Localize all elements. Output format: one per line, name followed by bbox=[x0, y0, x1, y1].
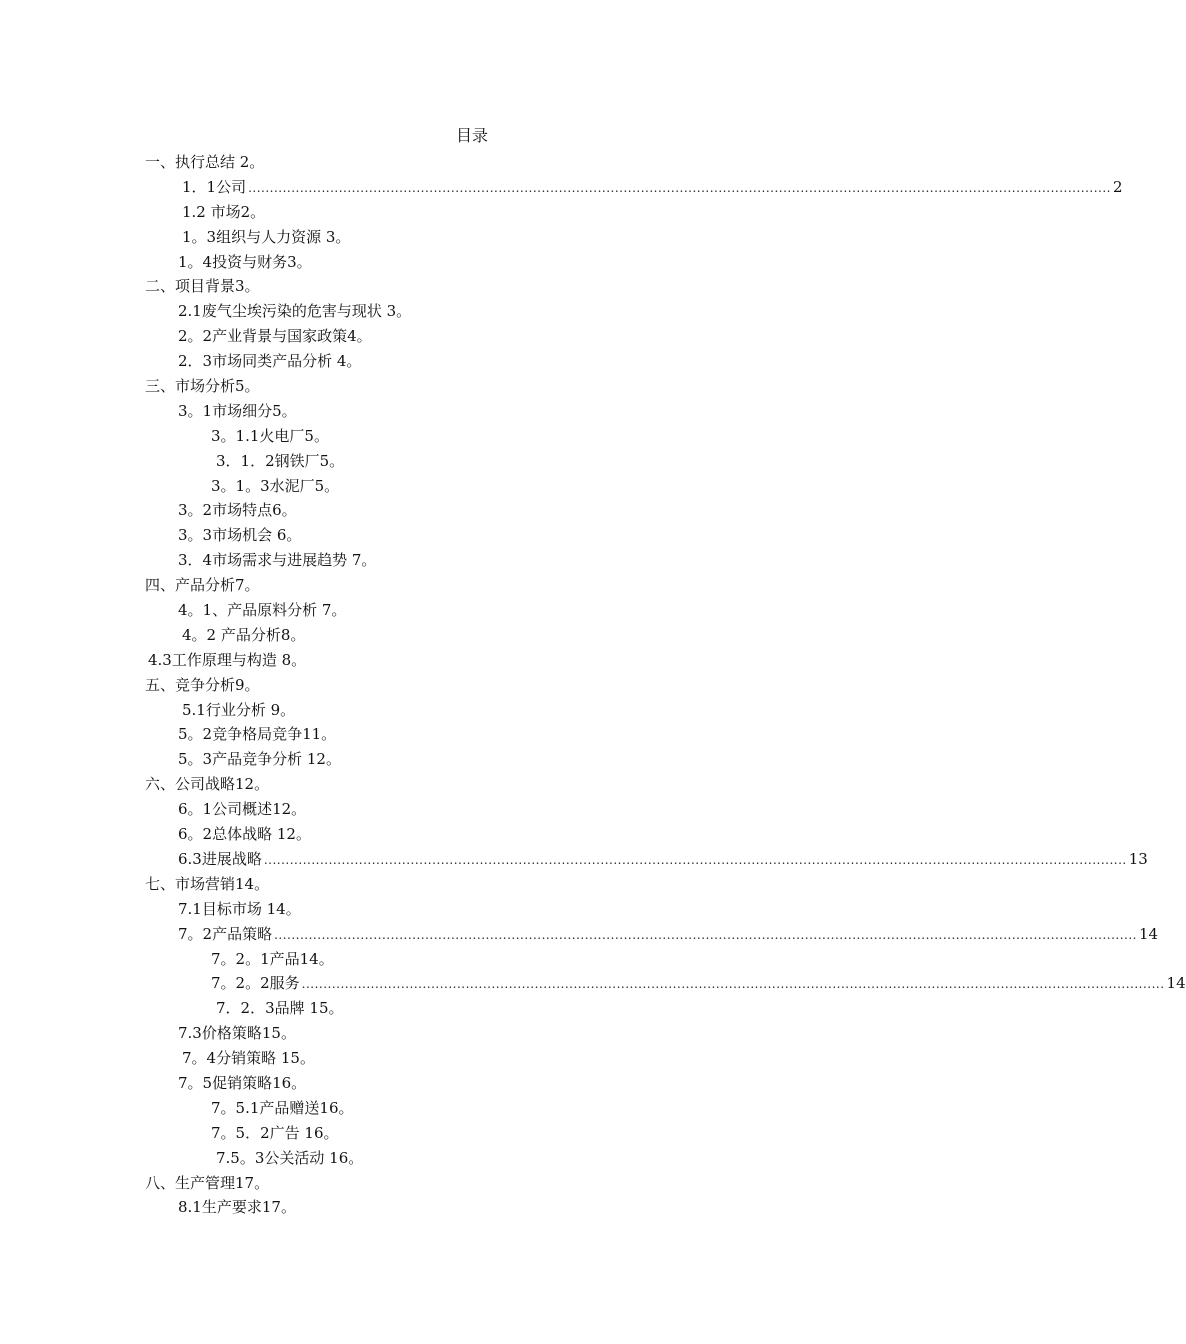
toc-entry[interactable] bbox=[0, 449, 950, 474]
toc-entry[interactable] bbox=[0, 996, 950, 1021]
toc-title: 目录 bbox=[455, 126, 488, 145]
toc-list bbox=[0, 150, 1186, 1220]
toc-entry-label: 1。4投资与财务3。 bbox=[178, 252, 312, 271]
toc-entry[interactable] bbox=[0, 897, 950, 922]
toc-entry[interactable] bbox=[0, 1121, 950, 1146]
toc-entry[interactable] bbox=[0, 947, 950, 972]
dot-leader: ........................................................................................................................................................................................................ bbox=[263, 852, 1127, 867]
toc-entry-label: 1.2 市场2。 bbox=[182, 202, 266, 221]
toc-entry-label: 6。1公司概述12。 bbox=[178, 800, 307, 819]
toc-entry-label: 3。1市场细分5。 bbox=[178, 401, 297, 420]
toc-entry-label: 7。5．2广告 16。 bbox=[211, 1123, 339, 1142]
toc-entry[interactable] bbox=[0, 150, 950, 175]
toc-entry[interactable] bbox=[0, 822, 950, 847]
toc-entry-label: 7。5促销策略16。 bbox=[178, 1073, 307, 1092]
toc-entry[interactable] bbox=[0, 424, 950, 449]
toc-entry-label: 五、竞争分析9。 bbox=[145, 675, 260, 694]
toc-entry-label: 7.1目标市场 14。 bbox=[178, 899, 301, 918]
toc-entry-label: 四、产品分析7。 bbox=[145, 576, 260, 595]
toc-entry-label bbox=[178, 922, 1159, 948]
toc-entry[interactable] bbox=[0, 498, 950, 523]
toc-entry-label: 7。4分销策略 15。 bbox=[182, 1049, 315, 1068]
toc-entry-label: 3。1.1火电厂5。 bbox=[211, 426, 329, 445]
toc-entry-label: 2.1废气尘埃污染的危害与现状 3。 bbox=[178, 302, 412, 321]
toc-entry[interactable] bbox=[0, 797, 950, 822]
toc-entry-label: 二、项目背景3。 bbox=[145, 277, 260, 296]
toc-entry-label: 4。1、产品原料分析 7。 bbox=[178, 601, 347, 620]
toc-entry-label: 1。3组织与人力资源 3。 bbox=[182, 227, 351, 246]
toc-entry[interactable] bbox=[0, 698, 950, 723]
toc-entry-text: 7。2。2服务 bbox=[211, 974, 300, 993]
toc-page-number: 2 bbox=[1112, 177, 1123, 196]
toc-entry-label: 7。5.1产品赠送16。 bbox=[211, 1098, 354, 1117]
toc-entry-label: 2．3市场同类产品分析 4。 bbox=[178, 352, 362, 371]
toc-entry[interactable] bbox=[0, 747, 950, 772]
dot-leader: ........................................................................................................................................................................................................ bbox=[248, 180, 1111, 195]
toc-entry[interactable] bbox=[0, 349, 950, 374]
toc-entry[interactable] bbox=[0, 1096, 950, 1121]
toc-entry-label: 7.3价格策略15。 bbox=[178, 1024, 296, 1043]
dot-leader: ........................................................................................................................................................................................................ bbox=[301, 977, 1165, 992]
toc-entry-label: 2。2产业背景与国家政策4。 bbox=[178, 327, 372, 346]
toc-entry-label: 3．4市场需求与进展趋势 7。 bbox=[178, 551, 377, 570]
toc-entry[interactable] bbox=[0, 971, 1186, 996]
toc-entry[interactable] bbox=[0, 399, 950, 424]
toc-entry[interactable] bbox=[0, 523, 950, 548]
toc-entry-label: 6。2总体战略 12。 bbox=[178, 825, 311, 844]
toc-entry-label: 一、执行总结 2。 bbox=[145, 153, 265, 171]
toc-entry[interactable] bbox=[0, 374, 950, 399]
toc-entry-label: 8.1生产要求17。 bbox=[178, 1198, 296, 1217]
toc-entry-text: 6.3进展战略 bbox=[178, 849, 262, 868]
toc-entry[interactable] bbox=[0, 573, 950, 598]
toc-entry-label: 3．1．2钢铁厂5。 bbox=[216, 451, 345, 470]
toc-entry-label: 3。3市场机会 6。 bbox=[178, 526, 302, 545]
toc-page-number: 14 bbox=[1166, 974, 1186, 993]
toc-entry[interactable] bbox=[0, 1021, 950, 1046]
toc-entry-label: 4.3工作原理与构造 8。 bbox=[148, 650, 307, 669]
dot-leader: ........................................................................................................................................................................................................ bbox=[274, 927, 1137, 942]
toc-entry[interactable] bbox=[0, 200, 950, 225]
toc-entry[interactable] bbox=[0, 1146, 950, 1171]
toc-entry-label bbox=[182, 175, 1123, 201]
toc-entry-label: 5.1行业分析 9。 bbox=[182, 700, 296, 719]
toc-entry[interactable] bbox=[0, 274, 950, 299]
toc-entry-label: 七、市场营销14。 bbox=[145, 874, 270, 893]
toc-entry-label: 六、公司战略12。 bbox=[145, 775, 270, 794]
toc-entry[interactable] bbox=[0, 1046, 950, 1071]
toc-entry-text: 1．1公司 bbox=[182, 177, 247, 196]
toc-entry[interactable] bbox=[0, 623, 950, 648]
toc-entry-label: 7。2。1产品14。 bbox=[211, 949, 334, 968]
toc-entry-text: 7。2产品策略 bbox=[178, 924, 273, 943]
toc-entry[interactable] bbox=[0, 598, 950, 623]
toc-entry-label: 7．2．3品牌 15。 bbox=[216, 999, 344, 1018]
toc-entry-label: 5。2竞争格局竞争11。 bbox=[178, 725, 337, 744]
toc-entry-label: 4。2 产品分析8。 bbox=[182, 625, 306, 644]
toc-entry[interactable] bbox=[0, 872, 950, 897]
toc-entry-label bbox=[211, 971, 1186, 997]
toc-entry[interactable] bbox=[0, 548, 950, 573]
toc-entry[interactable] bbox=[0, 1171, 950, 1196]
toc-entry[interactable] bbox=[0, 722, 950, 747]
toc-entry[interactable] bbox=[0, 648, 950, 673]
toc-entry[interactable] bbox=[0, 474, 950, 499]
toc-entry[interactable] bbox=[0, 225, 950, 250]
toc-entry[interactable] bbox=[0, 175, 1123, 200]
toc-entry[interactable] bbox=[0, 772, 950, 797]
toc-entry-label: 7.5。3公关活动 16。 bbox=[216, 1148, 364, 1167]
toc-entry[interactable] bbox=[0, 922, 1159, 947]
toc-entry-label: 3。2市场特点6。 bbox=[178, 501, 297, 520]
toc-entry-label bbox=[178, 847, 1148, 873]
toc-entry[interactable] bbox=[0, 847, 1148, 872]
toc-entry[interactable] bbox=[0, 673, 950, 698]
toc-entry-label: 5。3产品竞争分析 12。 bbox=[178, 750, 341, 769]
toc-entry[interactable] bbox=[0, 1071, 950, 1096]
toc-entry-label: 三、市场分析5。 bbox=[145, 377, 260, 396]
toc-entry-label: 3。1。3水泥厂5。 bbox=[211, 476, 340, 495]
toc-page-number: 13 bbox=[1128, 849, 1148, 868]
toc-entry[interactable] bbox=[0, 324, 950, 349]
toc-entry[interactable] bbox=[0, 1195, 950, 1220]
toc-page-number: 14 bbox=[1138, 924, 1159, 943]
toc-entry-label: 八、生产管理17。 bbox=[145, 1173, 270, 1192]
toc-entry[interactable] bbox=[0, 299, 950, 324]
toc-entry[interactable] bbox=[0, 250, 950, 275]
